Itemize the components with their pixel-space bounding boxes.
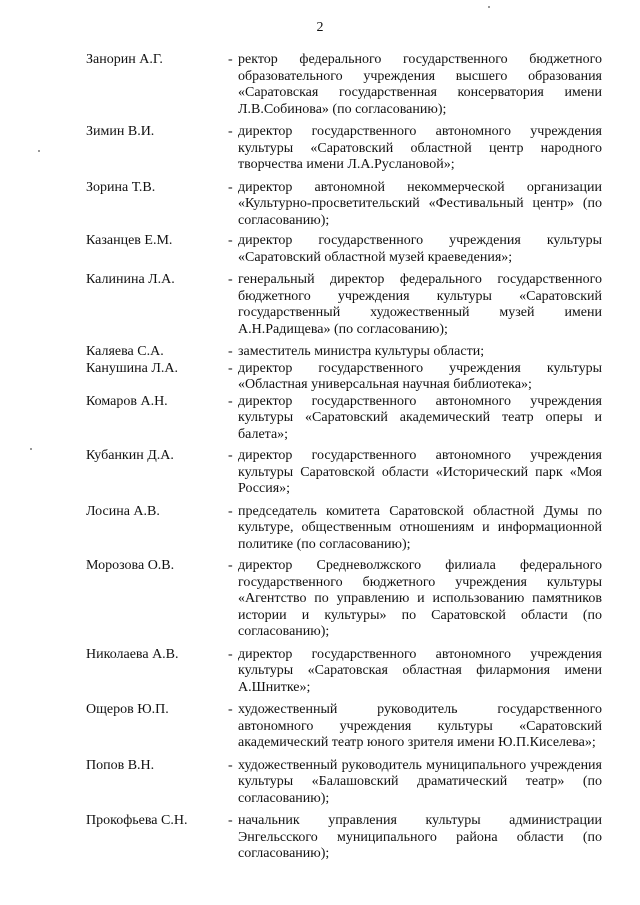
- member-description: директор государственного автономного учреждения культуры Саратовской области «Исторический парк «Моя Россия»;: [238, 448, 602, 496]
- member-description: директор государственного автономного учреждения культуры «Саратовский академический театр оперы и балета»;: [238, 393, 602, 442]
- member-name: Морозова О.В.: [86, 558, 175, 573]
- member-entry: [0, 504, 640, 554]
- member-entry: [0, 361, 640, 394]
- member-name: Ощеров Ю.П.: [86, 702, 169, 717]
- list-dash: -: [228, 646, 233, 662]
- list-dash: -: [228, 272, 233, 287]
- member-name: Зимин В.И.: [86, 124, 155, 139]
- list-dash: -: [228, 360, 233, 376]
- list-dash: -: [228, 702, 233, 717]
- member-name: Каляева С.А.: [86, 344, 164, 359]
- scan-speck: [488, 6, 490, 8]
- member-description: директор государственного автономного учреждения культуры «Саратовский областной центр народного творчества имени Л.А.Руслановой»;: [238, 124, 602, 172]
- list-dash: -: [228, 344, 233, 359]
- member-name: Кубанкин Д.А.: [86, 448, 174, 463]
- member-description: ректор федерального государственного бюджетного образовательного учреждения высшего образования «Саратовская государственная консерватория имени Л.В.Собинова» (по согласованию);: [238, 52, 602, 117]
- member-description: директор Средневолжского филиала федерального государственного бюджетного учреждения культуры «Агентство по управлению и использованию памятников истории и культуры» по Саратовской области (по согласованию);: [238, 558, 602, 639]
- member-entry: [0, 647, 640, 697]
- list-dash: -: [228, 393, 233, 409]
- list-dash: -: [228, 558, 233, 573]
- member-description: директор государственного учреждения культуры «Областная универсальная научная библиотека»;: [238, 360, 602, 392]
- member-name: Попов В.Н.: [86, 757, 155, 773]
- list-dash: -: [228, 448, 233, 463]
- member-description-block: [228, 558, 602, 641]
- member-description-block: [228, 272, 602, 338]
- list-dash: -: [228, 813, 233, 828]
- member-entry: [0, 124, 640, 174]
- list-dash: -: [228, 233, 233, 248]
- member-description-block: [228, 647, 602, 697]
- member-entry: [0, 272, 640, 338]
- member-description-block: [228, 504, 602, 554]
- member-entry: [0, 52, 640, 118]
- member-entry: [0, 702, 640, 752]
- member-description: художественный руководитель муниципального учреждения культуры «Балашовский драматический театр» (по согласованию);: [238, 757, 602, 806]
- member-description-block: [228, 702, 602, 752]
- member-description-block: [228, 361, 602, 394]
- member-name: Комаров А.Н.: [86, 393, 168, 409]
- member-name: Казанцев Е.М.: [86, 233, 173, 248]
- member-entry: [0, 394, 640, 444]
- member-name: Калинина Л.А.: [86, 272, 175, 287]
- member-description: генеральный директор федерального государственного бюджетного учреждения культуры «Саратовский государственный художественный музей имени А.Н.Радищева» (по согласованию);: [238, 272, 602, 337]
- member-entry: [0, 344, 640, 361]
- member-entry: [0, 448, 640, 498]
- member-entry: [0, 758, 640, 808]
- member-description-block: [228, 233, 602, 266]
- member-entry: [0, 558, 640, 641]
- member-name: Николаева А.В.: [86, 646, 179, 662]
- scan-speck: [38, 150, 40, 152]
- member-entry: [0, 180, 640, 230]
- list-dash: -: [228, 757, 233, 773]
- page-number: 2: [316, 20, 324, 35]
- member-description: заместитель министра культуры области;: [238, 344, 485, 359]
- member-entry: [0, 233, 640, 266]
- member-description-block: [228, 448, 602, 498]
- member-name: Лосина А.В.: [86, 503, 160, 519]
- member-description: директор государственного автономного учреждения культуры «Саратовская областная филармония имени А.Шнитке»;: [238, 646, 602, 695]
- list-dash: -: [228, 179, 233, 195]
- list-dash: -: [228, 503, 233, 519]
- member-description-block: [228, 180, 602, 230]
- member-description: директор государственного учреждения культуры «Саратовский областной музей краеведения»;: [238, 233, 602, 265]
- member-entry: [0, 813, 640, 863]
- member-description: председатель комитета Саратовской областной Думы по культуре, общественным отношениям и информационной политике (по согласованию);: [238, 503, 602, 552]
- member-description-block: [228, 344, 602, 361]
- member-name: Занорин А.Г.: [86, 52, 163, 67]
- list-dash: -: [228, 52, 233, 67]
- scan-speck: [30, 448, 32, 450]
- member-description: директор автономной некоммерческой организации «Культурно-просветительский «Фестивальный центр» (по согласованию);: [238, 179, 602, 228]
- member-description: художественный руководитель государственного автономного учреждения культуры «Саратовский академический театр юного зрителя имени Ю.П.Киселева»;: [238, 702, 602, 750]
- member-description-block: [228, 394, 602, 444]
- member-name: Прокофьева С.Н.: [86, 813, 188, 828]
- member-description-block: [228, 758, 602, 808]
- member-description-block: [228, 813, 602, 863]
- list-dash: -: [228, 124, 233, 139]
- member-list: [0, 52, 640, 869]
- member-description-block: [228, 124, 602, 174]
- member-name: Канушина Л.А.: [86, 360, 178, 376]
- member-description-block: [228, 52, 602, 118]
- member-name: Зорина Т.В.: [86, 179, 156, 195]
- member-description: начальник управления культуры администрации Энгельсского муниципального района области (по согласованию);: [238, 813, 602, 861]
